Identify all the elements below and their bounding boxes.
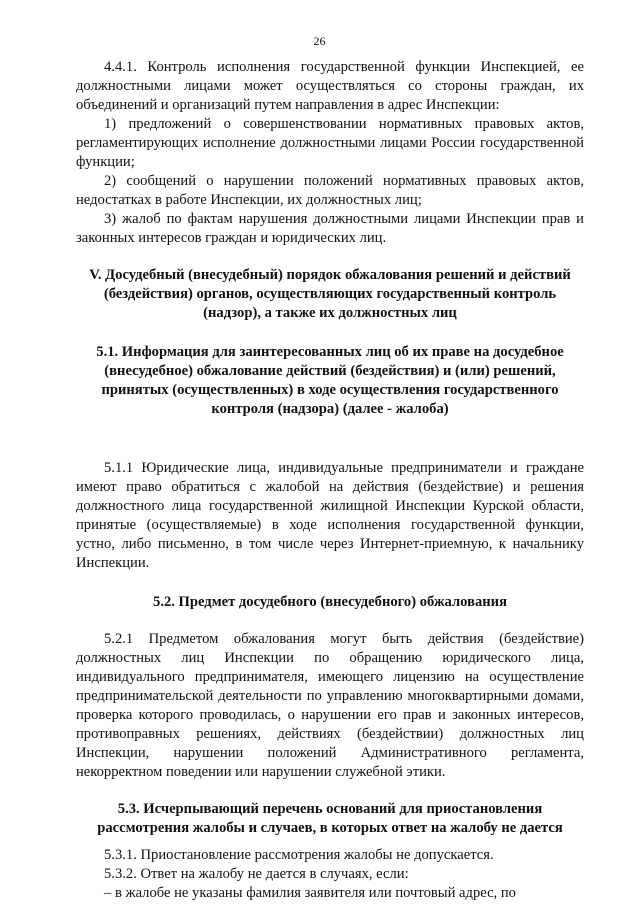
heading-5-1: 5.1. Информация для заинтересованных лиц об их праве на досудебное (внесудебное) обжалование действий (бездействия) и (или) решений, принятых (осуществленных) в ходе осуществления государственного контроля (надзора) (далее - жалоба) [96,344,564,417]
paragraph-4-4-1: 4.4.1. Контроль исполнения государственной функции Инспекцией, ее должностными лицами может осуществляться со стороны граждан, их объединений и организаций путем направления в адрес Инспекции: [76,59,584,113]
paragraph-5-1-1: 5.1.1 Юридические лица, индивидуальные предприниматели и граждане имеют право обратиться с жалобой на действия (бездействие) и решения должностного лица государственной жилищной Инспекции Курской области, принятые (осуществляемые) в ходе исполнения государственной функции, устно, либо письменно, в том числе через Интернет-приемную, к начальнику Инспекции. [76,460,584,571]
page-number: 26 [313,34,326,48]
paragraph-5-3-2: 5.3.2. Ответ на жалобу не дается в случаях, если: [104,866,409,882]
list-item-dash: – в жалобе не указаны фамилия заявителя или почтовый адрес, по [104,885,516,901]
section-v-heading: V. Досудебный (внесудебный) порядок обжалования решений и действий (бездействия) органов, осуществляющих государственный контроль (надзор), а также их должностных лиц [89,267,571,321]
paragraph-5-2-1: 5.2.1 Предметом обжалования могут быть действия (бездействие) должностных лиц Инспекции по обращению юридического лица, индивидуального предпринимателя, имеющего лицензию на осуществление предпринимательской деятельности по управлению многоквартирными домами, проверка которого проводилась, о нарушении его прав и законных интересов, противоправных решениях, действиях (бездействии) должностных лиц Инспекции, нарушении положений Административного регламента, некорректном поведении или нарушении служебной этики. [76,631,584,780]
list-item-2: 2) сообщений о нарушении положений нормативных правовых актов, недостатках в работе Инспекции, их должностных лиц; [76,173,584,208]
list-item-3: 3) жалоб по фактам нарушения должностными лицами Инспекции прав и законных интересов граждан и юридических лиц. [76,211,584,246]
heading-5-3: 5.3. Исчерпывающий перечень оснований для приостановления рассмотрения жалобы и случаев, в которых ответ на жалобу не дается [97,801,563,836]
list-item-1: 1) предложений о совершенствовании нормативных правовых актов, регламентирующих исполнение должностными лицами России государственной функции; [76,116,584,170]
paragraph-5-3-1: 5.3.1. Приостановление рассмотрения жалобы не допускается. [104,847,494,863]
heading-5-2: 5.2. Предмет досудебного (внесудебного) обжалования [153,594,507,610]
document-body [76,58,584,903]
